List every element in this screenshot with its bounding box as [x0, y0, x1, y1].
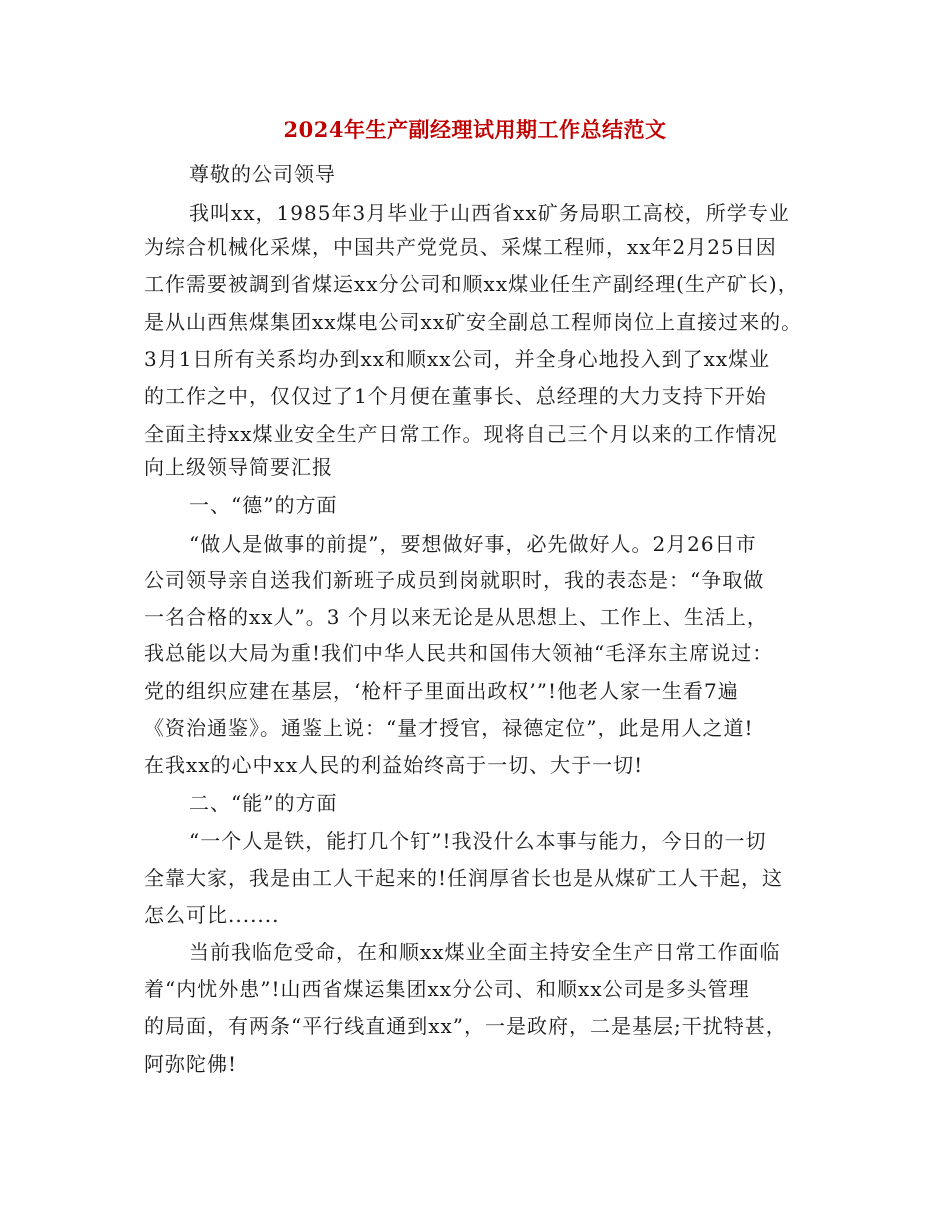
- paragraph-line: 《资治通鉴》。通鉴上说：“量才授官，禄德定位”，此是用人之道!: [144, 716, 754, 740]
- paragraph-line: 我总能以大局为重!我们中华人民共和国伟大领袖“毛泽东主席说过：: [144, 641, 774, 665]
- paragraph-line: 工作需要被調到省煤运xx分公司和顺xx煤业任生产副经理(生产矿长)，: [144, 272, 799, 296]
- paragraph-line: “一个人是铁，能打几个钉”!我没什么本事与能力，今日的一切: [189, 829, 767, 853]
- paragraph-line: 党的组织应建在基层，‘枪杆子里面出政权’”!他老人家一生看7遍: [144, 679, 739, 703]
- paragraph-line: 着“内忧外患”!山西省煤运集团xx分公司、和顺xx公司是多头管理: [144, 977, 750, 1001]
- paragraph-line: 全面主持xx煤业安全生产日常工作。现将自己三个月以来的工作情况: [144, 422, 778, 446]
- paragraph-line: 的局面，有两条“平行线直通到xx”，一是政府，二是基层;干扰特甚，: [144, 1014, 787, 1038]
- paragraph-line: 的工作之中，仅仅过了1个月便在董事长、总经理的大力支持下开始: [144, 384, 767, 408]
- paragraph-line: 向上级领导简要汇报: [144, 455, 333, 479]
- paragraph-line: 是从山西焦煤集团xx煤电公司xx矿安全副总工程师岗位上直接过来的。: [144, 310, 803, 334]
- paragraph-line: 3月1日所有关系均办到xx和顺xx公司，并全身心地投入到了xx煤业: [144, 347, 771, 371]
- paragraph-line: “做人是做事的前提”，要想做好事，必先做好人。2月26日市: [189, 532, 757, 556]
- paragraph-line: 我叫xx，1985年3月毕业于山西省xx矿务局职工高校，所学专业: [189, 201, 790, 225]
- paragraph-line: 一名合格的xx人”。3 个月以来无论是从思想上、工作上、生活上，: [144, 605, 768, 629]
- section-heading: 一、“德”的方面: [189, 493, 338, 517]
- paragraph-line: 怎么可比.......: [144, 903, 280, 927]
- document-title: 2024年生产副经理试用期工作总结范文: [283, 117, 667, 142]
- paragraph-line: 公司领导亲自送我们新班子成员到岗就职时，我的表态是：“争取做: [144, 568, 765, 592]
- paragraph-line: 全靠大家，我是由工人干起来的!任润厚省长也是从煤矿工人干起，这: [144, 866, 784, 890]
- paragraph-line: 当前我临危受命，在和顺xx煤业全面主持安全生产日常工作面临: [189, 940, 781, 964]
- salutation-line: 尊敬的公司领导: [189, 162, 336, 186]
- section-heading: 二、“能”的方面: [189, 791, 338, 815]
- paragraph-line: 在我xx的心中xx人民的利益始终高于一切、大于一切!: [144, 753, 644, 777]
- paragraph-line: 阿弥陀佛!: [144, 1052, 238, 1076]
- paragraph-line: 为综合机械化采煤，中国共产党党员、采煤工程师，xx年2月25日因: [144, 235, 777, 259]
